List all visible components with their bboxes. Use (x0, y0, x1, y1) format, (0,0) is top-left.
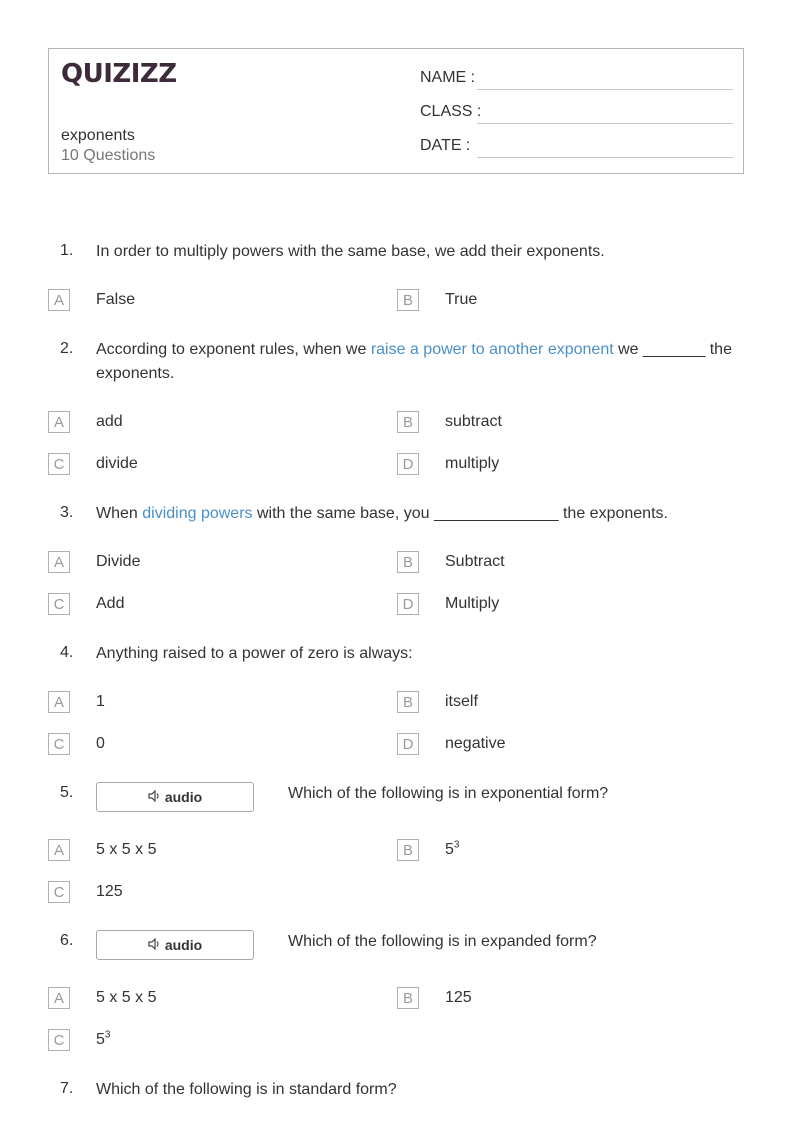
option-letter-box[interactable]: B (397, 987, 419, 1009)
question-number: 7. (60, 1080, 74, 1097)
date-label: DATE : (420, 137, 471, 154)
option-text (445, 841, 459, 859)
question-text: Which of the following is in exponential form? (288, 785, 609, 802)
option-text: True (445, 291, 478, 308)
option-text: subtract (445, 413, 502, 430)
option-letter-box[interactable]: D (397, 733, 419, 755)
option-text: 125 (96, 883, 123, 900)
audio-button[interactable] (96, 782, 254, 812)
option-text: Subtract (445, 553, 505, 570)
question-number: 2. (60, 340, 74, 357)
question-text-part: we _______ the exponents. (96, 341, 732, 382)
question-text (96, 502, 746, 526)
option-letter-box[interactable]: A (48, 987, 70, 1009)
class-line (477, 123, 733, 124)
audio-label: audio (164, 937, 203, 953)
option-text: negative (445, 735, 506, 752)
option-letter-box[interactable]: C (48, 1029, 70, 1051)
name-label: NAME : (420, 69, 476, 86)
option-letter-box[interactable]: A (48, 691, 70, 713)
question-text: Which of the following is in standard form? (96, 1081, 397, 1098)
option-letter-box[interactable]: C (48, 593, 70, 615)
option-text: 0 (96, 735, 105, 752)
option-letter-box[interactable]: C (48, 881, 70, 903)
option-text: 1 (96, 693, 105, 710)
option-text: multiply (445, 455, 500, 472)
question-text-part: According to exponent rules, when we (96, 341, 371, 358)
question-number: 1. (60, 242, 74, 259)
question-number: 3. (60, 504, 74, 521)
question-number: 6. (60, 932, 74, 949)
option-text (96, 1031, 110, 1049)
audio-button[interactable] (96, 930, 254, 960)
question-text: In order to multiply powers with the same base, we add their exponents. (96, 243, 605, 260)
speaker-icon (148, 783, 161, 811)
worksheet-header (48, 48, 744, 174)
name-line (477, 89, 733, 90)
question-number: 4. (60, 644, 74, 661)
option-text: 5 x 5 x 5 (96, 989, 157, 1006)
option-text: False (96, 291, 136, 308)
audio-label: audio (164, 789, 203, 805)
option-letter-box[interactable]: A (48, 839, 70, 861)
option-letter-box[interactable]: A (48, 551, 70, 573)
question-text-highlight: raise a power to another exponent (370, 341, 614, 358)
power-base: 5 (445, 841, 454, 858)
question-text-part: When (96, 505, 143, 522)
quizizz-logo: QUIZIZZ (61, 59, 177, 89)
power-exponent: 3 (453, 839, 460, 851)
option-text: Multiply (445, 595, 500, 612)
option-letter-box[interactable]: D (397, 453, 419, 475)
option-text: divide (96, 455, 138, 472)
option-text: 125 (445, 989, 472, 1006)
speaker-icon (148, 931, 161, 959)
date-line (477, 157, 733, 158)
class-label: CLASS : (420, 103, 482, 120)
power-exponent: 3 (104, 1029, 111, 1041)
question-text (96, 338, 746, 386)
option-letter-box[interactable]: B (397, 839, 419, 861)
option-letter-box[interactable]: D (397, 593, 419, 615)
option-letter-box[interactable]: C (48, 453, 70, 475)
question-text: Anything raised to a power of zero is always: (96, 645, 413, 662)
option-letter-box[interactable]: B (397, 289, 419, 311)
option-letter-box[interactable]: A (48, 289, 70, 311)
option-text: add (96, 413, 123, 430)
option-letter-box[interactable]: A (48, 411, 70, 433)
question-text-highlight: dividing powers (142, 505, 253, 522)
option-text: itself (445, 693, 478, 710)
question-count: 10 Questions (61, 147, 156, 164)
option-letter-box[interactable]: B (397, 551, 419, 573)
question-text-part: with the same base, you ______________ the exponents. (252, 505, 668, 522)
question-number: 5. (60, 784, 74, 801)
option-letter-box[interactable]: B (397, 411, 419, 433)
option-text: 5 x 5 x 5 (96, 841, 157, 858)
power-base: 5 (96, 1031, 105, 1048)
option-text: Divide (96, 553, 141, 570)
question-text: Which of the following is in expanded form? (288, 933, 597, 950)
option-letter-box[interactable]: C (48, 733, 70, 755)
worksheet-title: exponents (61, 127, 135, 144)
option-text: Add (96, 595, 125, 612)
option-letter-box[interactable]: B (397, 691, 419, 713)
